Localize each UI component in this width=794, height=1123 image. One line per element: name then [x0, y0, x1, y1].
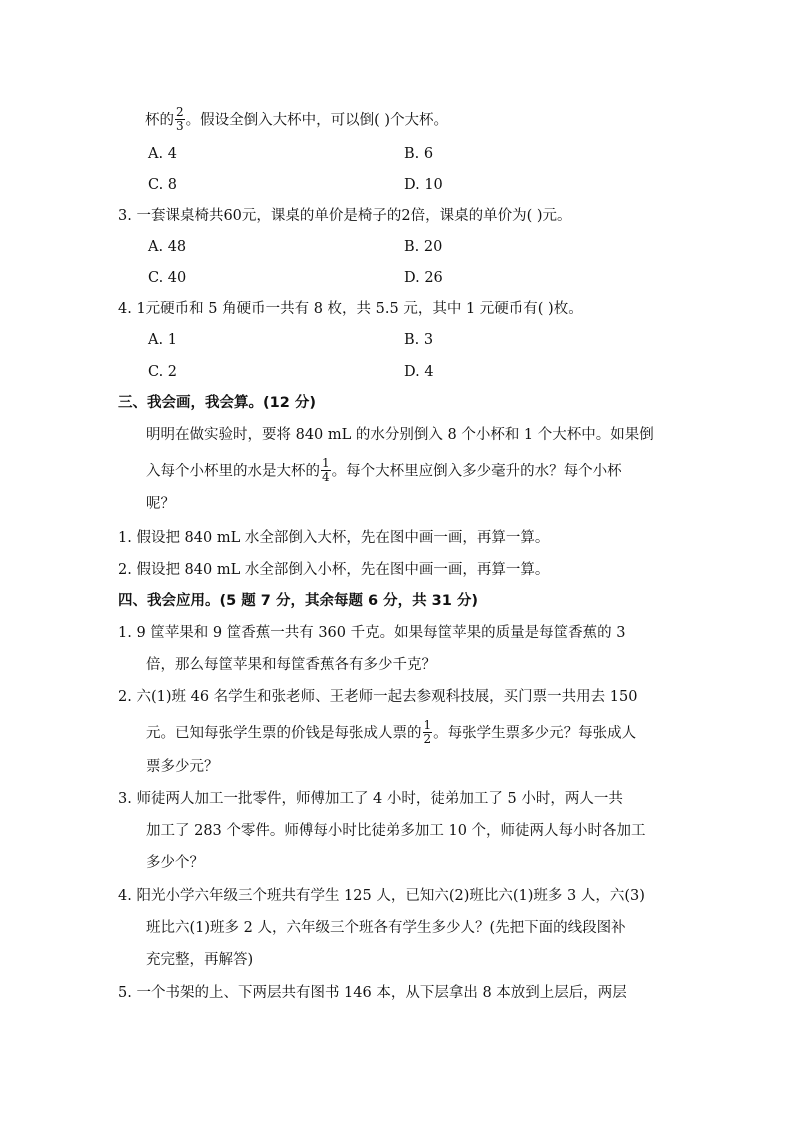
section4-p2-post: 。每张学生票多少元？每张成人 — [433, 725, 637, 742]
section3-title: 三、我会画，我会算。(12 分) — [118, 395, 316, 411]
section4-p2-fraction: $\frac{1}{2}$ — [423, 718, 432, 746]
q2-fraction: $\frac{2}{3}$ — [176, 105, 184, 133]
section4-p4-line1: 4. 阳光小学六年级三个班共有学生 125 人，已知六(2)班比六(1)班多 3 人，六(3) — [118, 888, 645, 904]
section4-p3-line3: 多少个？ — [146, 855, 204, 871]
q4-option-a[interactable]: A. 1 — [148, 332, 177, 348]
section3-item1: 1. 假设把 840 mL 水全部倒入大杯，先在图中画一画，再算一算。 — [118, 530, 550, 546]
section3-item2: 2. 假设把 840 mL 水全部倒入小杯，先在图中画一画，再算一算。 — [118, 562, 550, 578]
q3-option-d[interactable]: D. 26 — [404, 270, 443, 286]
section3-intro-line3: 呢？ — [146, 496, 175, 512]
section3-intro-line1: 明明在做实验时，要将 840 mL 的水分别倒入 8 个小杯和 1 个大杯中。如果倒 — [146, 427, 654, 443]
section4-p2-line2 — [146, 720, 636, 747]
q2-option-c[interactable]: C. 8 — [148, 177, 178, 193]
q2-option-b[interactable]: B. 6 — [404, 146, 434, 162]
section4-p3-line2: 加工了 283 个零件。师傅每小时比徒弟多加工 10 个，师徒两人每小时各加工 — [146, 823, 646, 839]
q2-text-post: 。假设全倒入大杯中，可以倒( )个大杯。 — [185, 112, 449, 129]
section3-intro-post: 。每个大杯里应倒入多少毫升的水？每个小杯 — [331, 463, 622, 480]
section3-intro-line2 — [146, 458, 622, 485]
section4-p5-line1: 5. 一个书架的上、下两层共有图书 146 本，从下层拿出 8 本放到上层后，两层 — [118, 985, 627, 1001]
section3-fraction: $\frac{1}{4}$ — [322, 456, 330, 484]
section4-p1-line1: 1. 9 筐苹果和 9 筐香蕉一共有 360 千克。如果每筐苹果的质量是每筐香蕉的 3 — [118, 625, 626, 641]
q2-option-d[interactable]: D. 10 — [404, 177, 443, 193]
section4-p4-line2: 班比六(1)班多 2 人，六年级三个班各有学生多少人？(先把下面的线段图补 — [146, 920, 626, 936]
q4-option-b[interactable]: B. 3 — [404, 332, 434, 348]
section4-p3-line1: 3. 师徒两人加工一批零件，师傅加工了 4 小时，徒弟加工了 5 小时，两人一共 — [118, 791, 623, 807]
q4-text: 4. 1元硬币和 5 角硬币一共有 8 枚，共 5.5 元，其中 1 元硬币有( )枚。 — [118, 301, 583, 317]
q3-option-a[interactable]: A. 48 — [148, 239, 187, 255]
section4-p2-pre: 元。已知每张学生票的价钱是每张成人票的 — [146, 725, 422, 742]
section4-p4-line3: 充完整，再解答) — [146, 952, 254, 968]
q3-text: 3. 一套课桌椅共60元，课桌的单价是椅子的2倍，课桌的单价为( )元。 — [118, 208, 572, 224]
q4-option-c[interactable]: C. 2 — [148, 364, 178, 380]
q2-continuation-line — [145, 107, 448, 134]
section3-intro-pre: 入每个小杯里的水是大杯的 — [146, 463, 320, 480]
q4-option-d[interactable]: D. 4 — [404, 364, 434, 380]
q3-option-b[interactable]: B. 20 — [404, 239, 443, 255]
section4-title: 四、我会应用。(5 题 7 分，其余每题 6 分，共 31 分) — [118, 593, 479, 609]
q2-text-pre: 杯的 — [145, 112, 174, 129]
section4-p1-line2: 倍，那么每筐苹果和每筐香蕉各有多少千克？ — [146, 657, 436, 673]
q2-option-a[interactable]: A. 4 — [148, 146, 177, 162]
q3-option-c[interactable]: C. 40 — [148, 270, 187, 286]
section4-p2-line1: 2. 六(1)班 46 名学生和张老师、王老师一起去参观科技展，买门票一共用去 150 — [118, 689, 638, 705]
section4-p2-line3: 票多少元？ — [146, 759, 219, 775]
